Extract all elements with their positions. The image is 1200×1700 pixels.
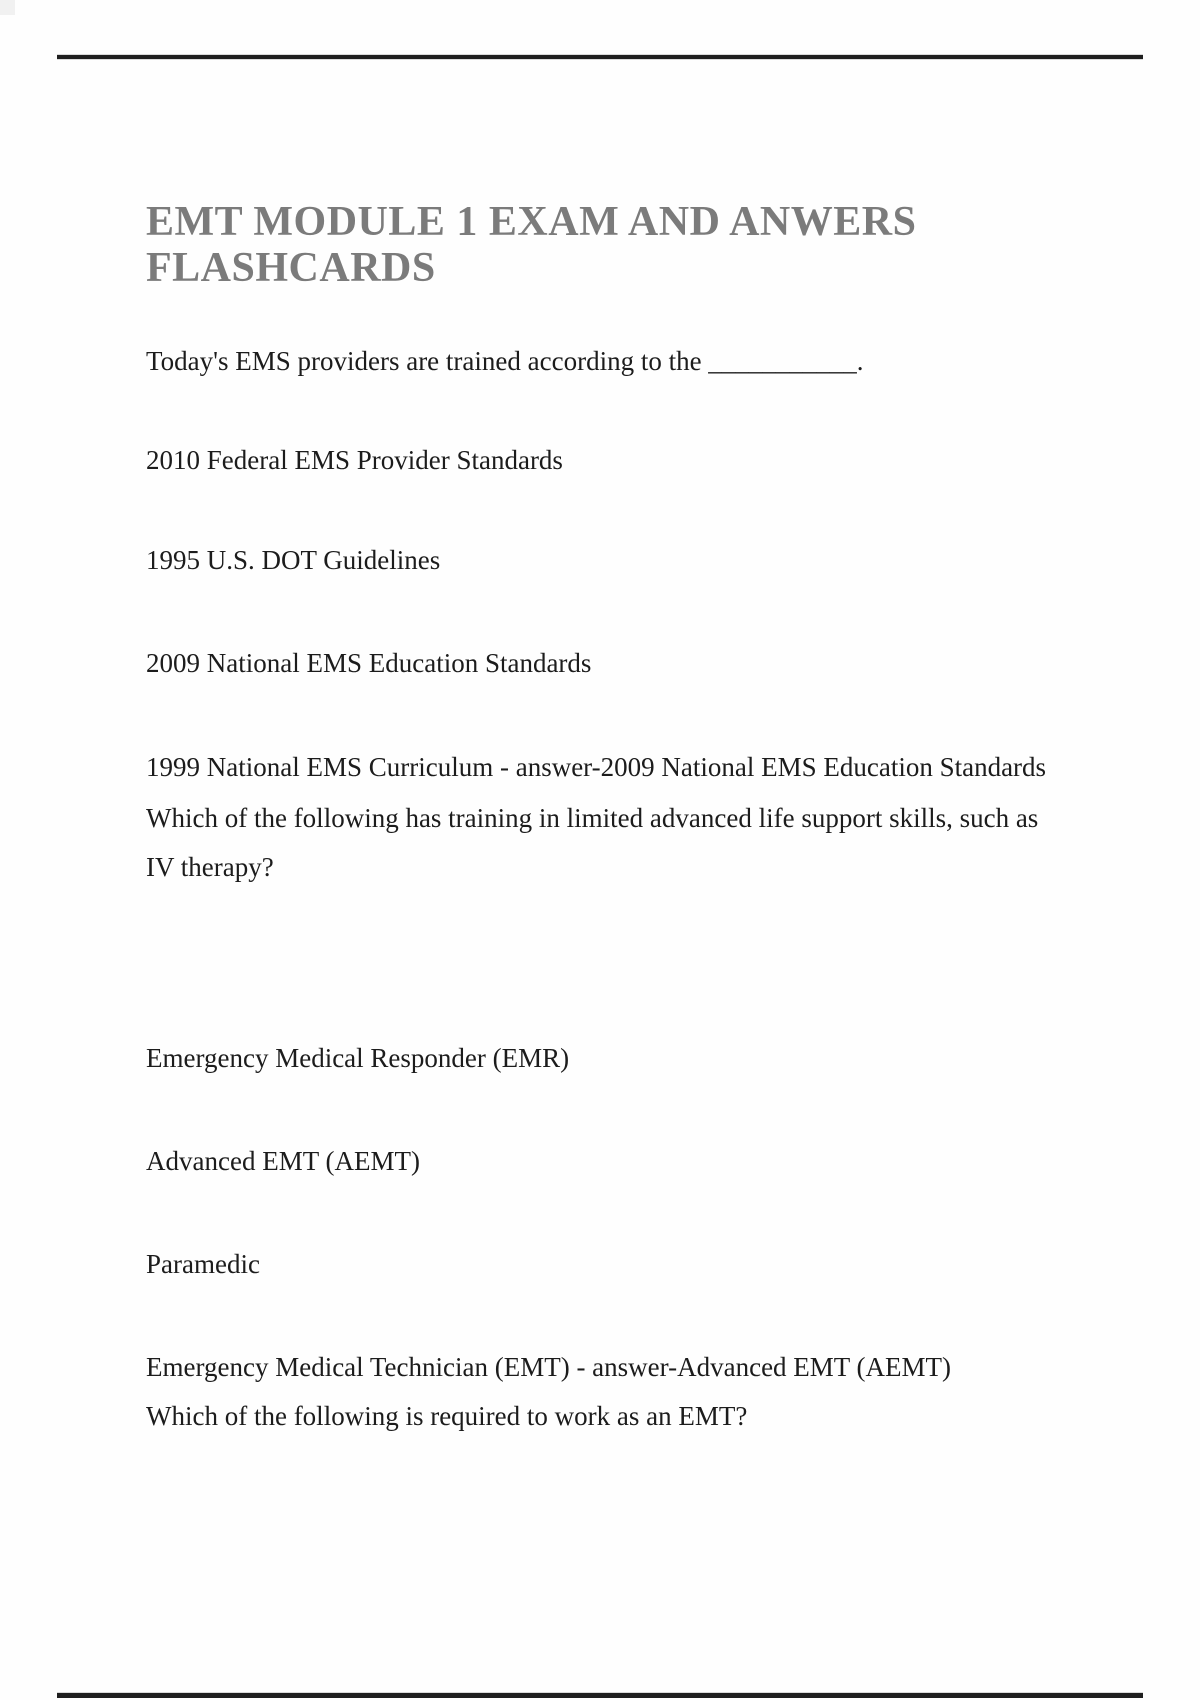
flashcard1-option-3: 2009 National EMS Education Standards [146, 648, 592, 678]
page-title-line-2: FLASHCARDS [146, 244, 436, 291]
top-divider-rule [57, 55, 1143, 59]
page-title [146, 200, 1106, 291]
flashcard1-question: Today's EMS providers are trained according to the ___________. [146, 346, 864, 376]
flashcard2-option-1: Emergency Medical Responder (EMR) [146, 1043, 570, 1073]
flashcard2-option-2: Advanced EMT (AEMT) [146, 1146, 420, 1176]
flashcard2-question-line-2: IV therapy? [146, 852, 274, 882]
flashcard3-question: Which of the following is required to work as an EMT? [146, 1401, 748, 1431]
page-title-line-1: EMT MODULE 1 EXAM AND ANWERS [146, 199, 917, 245]
page-corner-mark [0, 0, 15, 15]
flashcard2-question-line-1: Which of the following has training in limited advanced life support skills, such as [146, 803, 1039, 833]
flashcard1-option-1: 2010 Federal EMS Provider Standards [146, 445, 563, 475]
flashcard1-option-2: 1995 U.S. DOT Guidelines [146, 545, 441, 575]
flashcard1-answer-line: 1999 National EMS Curriculum - answer-2009 National EMS Education Standards [146, 752, 1047, 782]
flashcard2-option-3: Paramedic [146, 1249, 260, 1279]
flashcard2-answer-line: Emergency Medical Technician (EMT) - answer-Advanced EMT (AEMT) [146, 1352, 952, 1382]
bottom-divider-rule [57, 1693, 1143, 1698]
